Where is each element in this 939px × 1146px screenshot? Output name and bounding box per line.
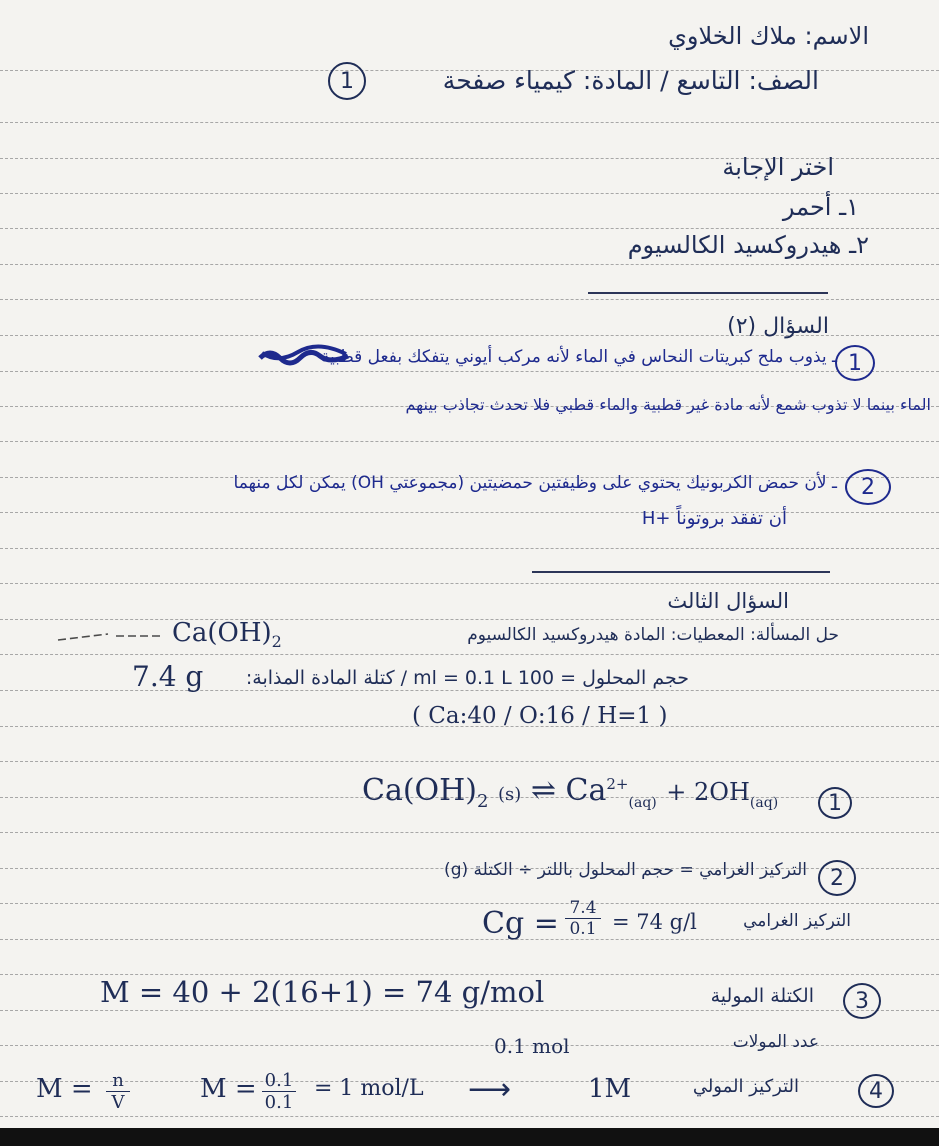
fraction-numerator: 0.1: [262, 1070, 296, 1092]
rule-line: [0, 619, 939, 620]
q3-step-4-number-circle: [858, 1074, 894, 1108]
q3-step-3-formula: M = 40 + 2(16+1) = 74 g/mol: [100, 975, 545, 1009]
q3-step-1-number: 1: [828, 790, 842, 816]
rule-line: [0, 903, 939, 904]
class-subject-line: الصف: التاسع / المادة: كيمياء صفحة: [442, 66, 819, 95]
q3-step-3-moles-label: عدد المولات: [732, 1032, 819, 1052]
rule-line: [0, 761, 939, 762]
rule-line: [0, 228, 939, 229]
q3-given-formula-subscript: 2: [271, 632, 282, 652]
rule-line: [0, 583, 939, 584]
page-number-circle: [328, 62, 366, 100]
rule-line: [0, 441, 939, 442]
rule-line: [0, 832, 939, 833]
fraction-denominator: V: [111, 1092, 125, 1113]
eq-product-charge: 2+: [606, 775, 629, 793]
q1-answer-2: ٢ـ هيدروكسيد الكالسيوم: [627, 231, 869, 259]
q2-item-2-number-circle: [845, 469, 891, 505]
photo-border: [0, 1128, 939, 1146]
student-name: الاسم: ملاك الخلاوي: [668, 22, 869, 50]
eq-equilibrium-arrow: ⇌: [530, 773, 556, 808]
page-number: 1: [340, 68, 354, 94]
rule-line: [0, 264, 939, 265]
q2-item-1-number-circle: [835, 345, 875, 381]
q1-answer-1: ١ـ أحمر: [782, 193, 859, 221]
rule-line: [0, 654, 939, 655]
q3-step-4-calc-result: = 1 mol/L: [314, 1076, 424, 1101]
fraction-denominator: 0.1: [569, 919, 597, 939]
rule-line: [0, 512, 939, 513]
rule-line: [0, 548, 939, 549]
rule-line: [0, 122, 939, 123]
section-divider: [532, 571, 830, 573]
eq-state-aq-2: (aq): [749, 795, 779, 811]
q2-title: السؤال (٢): [727, 314, 829, 339]
eq-product-ca: Ca: [565, 773, 607, 808]
q3-step-2-result: = 74 g/l: [612, 910, 697, 934]
q3-given-atomic-masses: ( Ca:40 / O:16 / H=1 ): [412, 703, 668, 729]
q3-equation: [362, 773, 778, 812]
rule-line: [0, 1116, 939, 1117]
q3-given-formula-text: Ca(OH): [172, 618, 272, 648]
q2-item-2-line-1: ـ لأن حمض الكربونيك يحتوي على وظيفتين حمضيتين (مجموعتي OH) يمكن لكل منهما: [233, 473, 837, 493]
q2-item-2-number: 2: [861, 474, 875, 500]
q3-step-4-definition-lhs: M =: [36, 1074, 93, 1104]
crossed-out-scribble: [258, 344, 350, 368]
eq-state-aq-1: (aq): [628, 795, 657, 811]
eq-product-oh: + 2OH: [666, 778, 750, 806]
q3-step-4-answer: 1M: [588, 1074, 632, 1104]
pencil-dash-mark: [56, 626, 168, 648]
eq-reactant: Ca(OH): [362, 773, 478, 808]
rule-line: [0, 371, 939, 372]
fraction-numerator: n: [106, 1070, 130, 1092]
q3-step-4-label: التركيز المولي: [692, 1076, 799, 1097]
q3-given-mass: 7.4 g: [132, 660, 204, 693]
section-divider: [588, 292, 828, 294]
q3-step-4-definition-fraction: [106, 1070, 130, 1113]
q2-item-1-line-1: ـ يذوب ملح كبريتات النحاس في الماء لأنه مركب أيوني يتفكك بفعل قطبية: [320, 347, 837, 367]
q3-step-1-number-circle: [818, 787, 852, 819]
rule-line: [0, 299, 939, 300]
q3-title: السؤال الثالث: [667, 589, 789, 613]
q3-step-3-moles: 0.1 mol: [494, 1034, 570, 1058]
q3-step-2-number: 2: [830, 865, 844, 891]
q3-given-line-2: حجم المحلول = 100 ml = 0.1 L / كتلة المادة المذابة:: [245, 667, 689, 689]
q3-step-4-calc-lhs: M =: [200, 1074, 257, 1104]
q3-step-2-number-circle: [818, 860, 856, 896]
fraction-denominator: 0.1: [264, 1092, 294, 1113]
q2-item-1-number: 1: [848, 350, 862, 376]
q3-step-4-calc-fraction: [262, 1070, 296, 1113]
arrow-right-icon: ⟶: [468, 1072, 512, 1107]
q3-step-4-number: 4: [869, 1078, 883, 1104]
rule-line: [0, 939, 939, 940]
eq-state-solid: (s): [498, 784, 522, 805]
q3-step-2-formula-lhs: Cg =: [482, 906, 559, 941]
q3-step-2-fraction: [565, 898, 601, 939]
q3-step-2-label: التركيز الغرامي: [743, 911, 851, 931]
q1-title: اختر الإجابة: [722, 153, 834, 181]
q3-step-3-label: الكتلة المولية: [710, 985, 814, 1007]
q3-given-line-1: حل المسألة: المعطيات: المادة هيدروكسيد الكالسيوم: [467, 625, 839, 645]
q3-step-3-number-circle: [843, 983, 881, 1019]
rule-line: [0, 1010, 939, 1011]
q2-item-1-line-2: الماء بينما لا تذوب شمع لأنه مادة غير قطبية والماء قطبي فلا تحدث تجاذب بينهم: [405, 395, 931, 414]
q3-step-3-number: 3: [855, 988, 869, 1014]
q2-item-2-line-2: أن تفقد بروتوناً +H: [641, 508, 787, 529]
q3-step-2-definition: التركيز الغرامي = حجم المحلول باللتر ÷ الكتلة (g): [444, 860, 807, 880]
q3-given-formula: [172, 618, 282, 651]
eq-reactant-subscript: 2: [477, 791, 489, 812]
fraction-numerator: 7.4: [565, 898, 601, 919]
